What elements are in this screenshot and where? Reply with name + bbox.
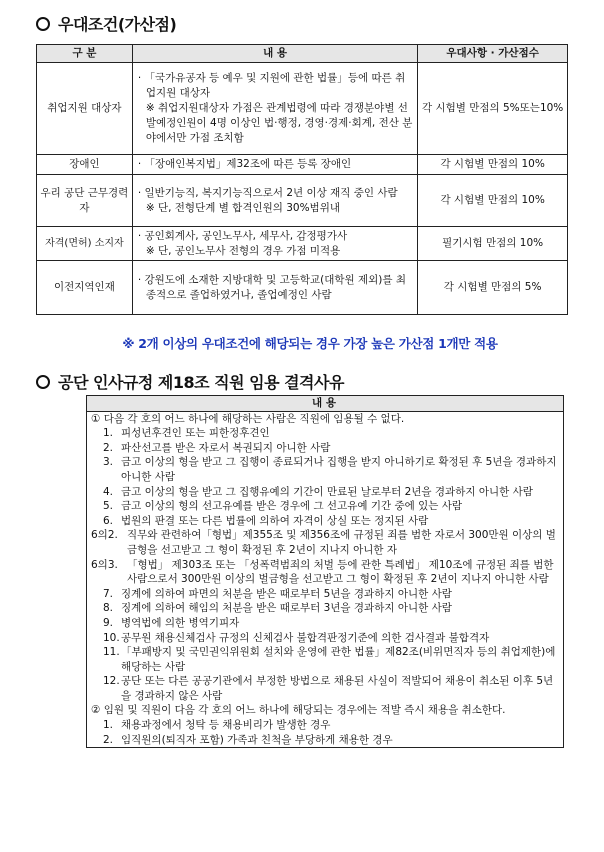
disqualification-table [86, 395, 564, 748]
content-note: ※ 취업지원대상자 가점은 관계법령에 따라 경쟁분야별 선발예정인원이 4명 이상인 법·행정, 경영·경제·회계, 전산 분야에서만 가점 조치함 [145, 102, 413, 144]
item-text: 징계에 의하여 파면의 처분을 받은 때로부터 5년을 경과하지 아니한 사람 [121, 587, 452, 600]
item-number: 2. [103, 733, 114, 746]
table-row [37, 227, 568, 261]
list-item [91, 645, 557, 674]
item-number: 4. [103, 485, 114, 498]
row-benefit: 각 시험별 만점의 10% [418, 155, 568, 175]
content-bullet: · 강원도에 소재한 지방대학 및 고등학교(대학원 제외)를 최종적으로 졸업하였거나, 졸업예정인 사람 [137, 273, 407, 301]
item-text: 법원의 판결 또는 다른 법률에 의하여 자격이 상실 또는 정지된 사람 [121, 514, 429, 527]
item-number: 5. [103, 500, 114, 513]
row-benefit: 필기시험 만점의 10% [418, 227, 568, 261]
clause-1: ① 다음 각 호의 어느 하나에 해당하는 사람은 직원에 임용될 수 없다. [91, 412, 405, 425]
item-number: 1. [103, 719, 114, 732]
list-item [91, 601, 557, 616]
table-row [37, 175, 568, 227]
clause-1-items [91, 426, 557, 703]
row-category: 이전지역인재 [37, 261, 133, 315]
list-item [91, 514, 557, 529]
item-text: 병역법에 의한 병역기피자 [121, 616, 240, 629]
section2-heading [36, 370, 344, 393]
content-note: ※ 단, 전형단계 별 합격인원의 30%범위내 [145, 201, 340, 214]
item-text: 임직원의(퇴직자 포함) 가족과 친척을 부당하게 채용한 경우 [121, 733, 393, 746]
row-category: 우리 공단 근무경력자 [37, 175, 133, 227]
item-number: 9. [103, 616, 114, 629]
item-text: 채용과정에서 청탁 등 채용비리가 발생한 경우 [121, 719, 331, 732]
row-content [132, 261, 417, 315]
item-number: 8. [103, 602, 114, 615]
item-text: 징계에 의하여 해임의 처분을 받은 때로부터 3년을 경과하지 아니한 사람 [121, 602, 452, 615]
item-text: 「형법」 제303조 또는 「성폭력범죄의 처벌 등에 관한 특례법」 제10조에 규정된 죄를 범한 사람으로서 300만원 이상의 벌금형을 선고받고 그 형이 확정된 후 2년이 지나지 아니한 사람 [127, 558, 554, 586]
clause-2-items [91, 718, 557, 747]
item-number: 6의2. [91, 529, 118, 542]
list-item [91, 674, 557, 703]
row-category: 자격(면허) 소지자 [37, 227, 133, 261]
list-item [91, 718, 557, 733]
header-benefit: 우대사항 · 가산점수 [418, 45, 568, 63]
list-item [91, 426, 557, 441]
list-item [91, 616, 557, 631]
header-category: 구 분 [37, 45, 133, 63]
item-text: 금고 이상의 형을 받고 그 집행이 종료되거나 집행을 받지 아니하기로 확정된 후 5년을 경과하지 아니한 사람 [121, 456, 557, 483]
row-category: 장애인 [37, 155, 133, 175]
item-number: 1. [103, 427, 114, 440]
item-number: 3. [103, 456, 114, 469]
list-item [91, 631, 557, 646]
list-item [91, 587, 557, 602]
table-header-row [37, 45, 568, 63]
item-number: 6. [103, 514, 114, 527]
preference-table [36, 44, 568, 315]
clause-2: ② 임원 및 직원이 다음 각 호의 어느 하나에 해당되는 경우에는 적발 즉시 채용을 취소한다. [91, 704, 506, 717]
content-bullet: · 「장애인복지법」제32조에 따른 등록 장애인 [137, 158, 352, 170]
item-text: 금고 이상의 형의 선고유예를 받은 경우에 그 선고유예 기간 중에 있는 사람 [121, 500, 463, 513]
item-text: 「부패방지 및 국민권익위원회 설치와 운영에 관한 법률」제82조(비위면직자 등의 취업제한)에 해당하는 사람 [121, 646, 556, 673]
content-bullet: · 일반기능직, 복지기능직으로서 2년 이상 재직 중인 사람 [137, 186, 398, 199]
circle-bullet-icon [36, 17, 50, 31]
disqualification-body [87, 411, 564, 748]
list-item [91, 499, 557, 514]
row-content [132, 227, 417, 261]
list-item [91, 528, 557, 557]
row-benefit: 각 시험별 만점의 10% [418, 175, 568, 227]
content-bullet: · 공인회계사, 공인노무사, 세무사, 감정평가사 [137, 229, 348, 242]
header-content: 내 용 [132, 45, 417, 63]
item-text: 파산선고를 받은 자로서 복권되지 아니한 사람 [121, 441, 331, 454]
row-content [132, 175, 417, 227]
row-content [132, 155, 417, 175]
section1-heading [36, 12, 176, 35]
list-item [91, 441, 557, 456]
item-number: 11. [103, 646, 120, 659]
content-note: ※ 단, 공인노무사 전형의 경우 가점 미적용 [145, 244, 341, 257]
item-number: 7. [103, 587, 114, 600]
item-text: 금고 이상의 형을 받고 그 집행유예의 기간이 만료된 날로부터 2년을 경과하지 아니한 사람 [121, 485, 533, 498]
content-bullet: · 「국가유공자 등 예우 및 지원에 관한 법률」등에 따른 취업지원 대상자 [137, 72, 406, 99]
table-row [37, 63, 568, 155]
item-number: 12. [103, 675, 120, 688]
section2-title: 공단 인사규정 제18조 직원 임용 결격사유 [58, 373, 344, 392]
list-item [91, 733, 557, 748]
item-text: 피성년후견인 또는 피한정후견인 [121, 427, 270, 440]
item-number: 2. [103, 441, 114, 454]
circle-bullet-icon [36, 375, 50, 389]
row-benefit: 각 시험별 만점의 5%또는10% [418, 63, 568, 155]
list-item [91, 485, 557, 500]
item-text: 공무원 채용신체검사 규정의 신체검사 불합격판정기준에 의한 검사결과 불합격자 [121, 631, 490, 644]
row-benefit: 각 시험별 만점의 5% [418, 261, 568, 315]
item-number: 6의3. [91, 558, 118, 571]
row-content [132, 63, 417, 155]
header-content: 내 용 [87, 396, 564, 412]
item-number: 10. [103, 631, 120, 644]
section1-title: 우대조건(가산점) [58, 15, 177, 34]
list-item [91, 455, 557, 484]
list-item [91, 558, 557, 587]
table-row [37, 155, 568, 175]
row-category: 취업지원 대상자 [37, 63, 133, 155]
table-row [37, 261, 568, 315]
item-text: 직무와 관련하여「형법」제355조 및 제356조에 규정된 죄를 범한 자로서 300만원 이상의 벌금형을 선고받고 그 형이 확정된 후 2년이 지나지 아니한 자 [127, 529, 556, 556]
item-text: 공단 또는 다른 공공기관에서 부정한 방법으로 채용된 사실이 적발되어 채용이 취소된 이후 5년을 경과하지 않은 사람 [121, 675, 554, 702]
preference-warning: ※ 2개 이상의 우대조건에 해당되는 경우 가장 높은 가산점 1개만 적용 [122, 336, 498, 351]
